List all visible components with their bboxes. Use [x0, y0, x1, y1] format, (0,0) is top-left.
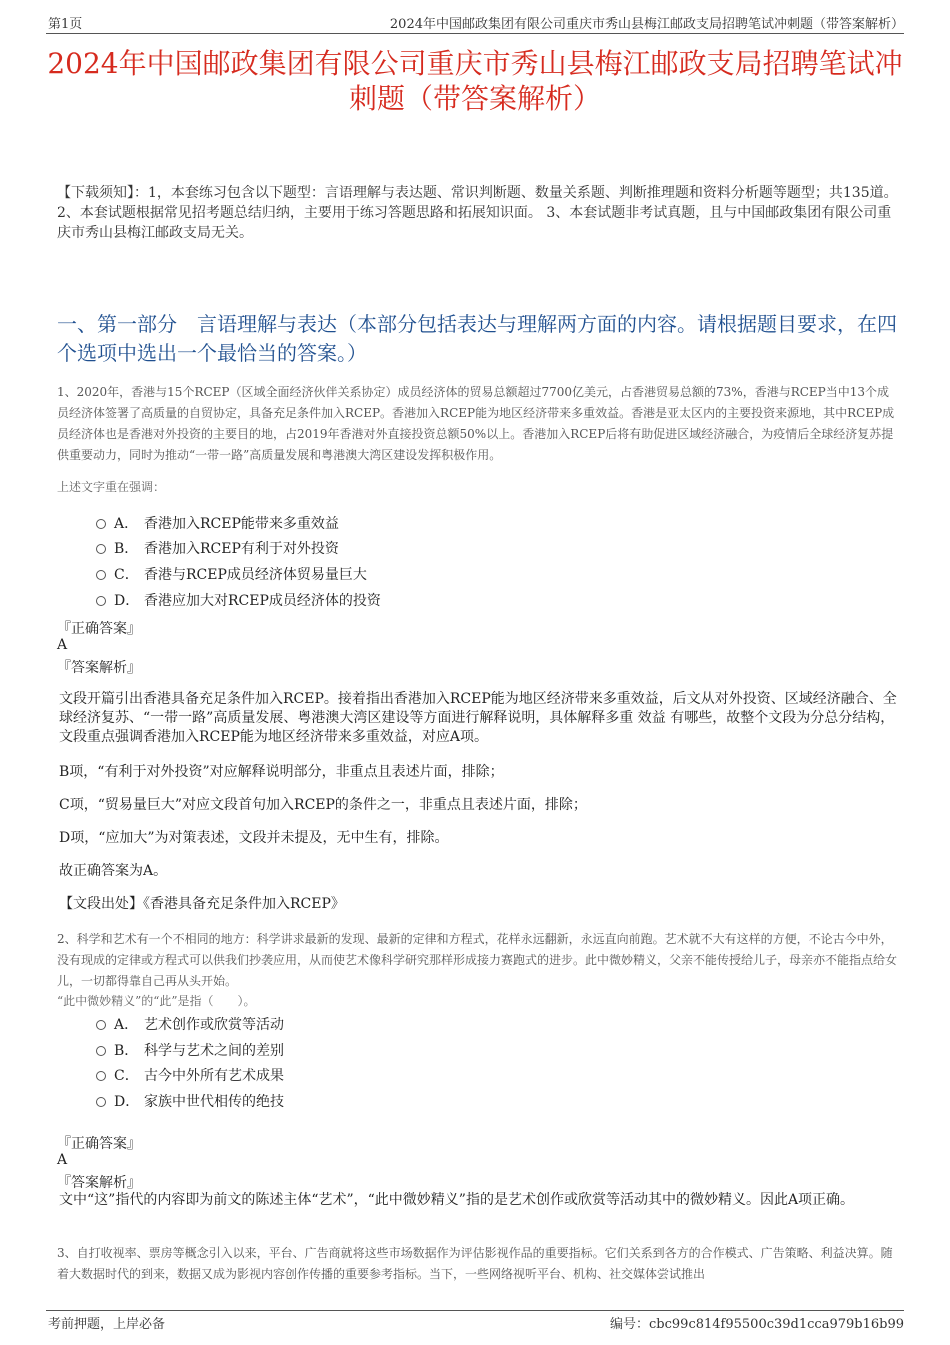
- q2-analysis-label: 『答案解析』: [57, 1175, 141, 1191]
- radio-icon[interactable]: [96, 1071, 106, 1081]
- q1-answer-label: 『正确答案』: [57, 621, 141, 637]
- question-2-text: 2、科学和艺术有一个不相同的地方：科学讲求最新的发现、最新的定律和方程式，花样永远翻新，永远直向前跑。艺术就不大有这样的方便，不论古今中外，没有现成的定律或方程式可以供我们抄袭应用，从而使艺术像科学研究那样形成接力赛跑式的进步。此中微妙精义，父亲不能传授给儿子，母亲亦不能指点给女儿，一切都得靠自己再从头开始。: [57, 932, 898, 988]
- question-2-prompt: “此中微妙精义”的“此”是指（ ）。: [57, 994, 256, 1008]
- q2-answer-label: 『正确答案』: [57, 1136, 141, 1152]
- q2-option-b[interactable]: B． 科学与艺术之间的差别: [96, 1040, 284, 1060]
- q1-option-a[interactable]: A． 香港加入RCEP能带来多重效益: [96, 513, 339, 533]
- q1-analysis-paragraph: 文段开篇引出香港具备充足条件加入RCEP。接着指出香港加入RCEP能为地区经济带来多重效益，后文从对外投资、区域经济融合、全球经济复苏、“一带一路”高质量发展、粤港澳大湾区建设等方面进行解释说明，具体解释多重 效益 有哪些，故整个文段为分总分结构，文段重点强调香港加入RCEP能为地区经济带来多重效益，对应A项。: [59, 691, 897, 745]
- header-divider: [46, 33, 904, 34]
- q2-option-d[interactable]: D． 家族中世代相传的绝技: [96, 1091, 284, 1111]
- question-1-text: 1、2020年，香港与15个RCEP（区域全面经济伙伴关系协定）成员经济体的贸易总额超过7700亿美元，占香港贸易总额的73%，香港与RCEP当中13个成员经济体签署了高质量的自贸协定，具备充足条件加入RCEP。香港加入RCEP能为地区经济带来多重效益。香港是亚太区内的主要投资来源地，其中RCEP成员经济体也是香港对外投资的主要目的地，占2019年香港对外直接投资总额50%以上。香港加入RCEP后将有助促进区域经济融合，为疫情后全球经济复苏提供重要动力，同时为推动“一带一路”高质量发展和粤港澳大湾区建设发挥积极作用。: [57, 385, 895, 462]
- q1-analysis-d: D项，“应加大”为对策表述，文段并未提及，无中生有，排除。: [59, 830, 449, 846]
- q1-answer: A: [57, 637, 68, 653]
- radio-icon[interactable]: [96, 596, 106, 606]
- q1-analysis-c: C项，“贸易量巨大”对应文段首句加入RCEP的条件之一，非重点且表述片面，排除；: [59, 797, 587, 813]
- q1-analysis-label: 『答案解析』: [57, 660, 141, 676]
- q2-option-a[interactable]: A． 艺术创作或欣赏等活动: [96, 1014, 284, 1034]
- q1-option-c[interactable]: C． 香港与RCEP成员经济体贸易量巨大: [96, 564, 367, 584]
- q1-analysis-b: B项，“有利于对外投资”对应解释说明部分，非重点且表述片面，排除；: [59, 764, 504, 780]
- question-1-prompt: 上述文字重在强调：: [57, 480, 166, 494]
- header-doc-title: 2024年中国邮政集团有限公司重庆市秀山县梅江邮政支局招聘笔试冲刺题（带答案解析）: [389, 17, 904, 32]
- footer-divider: [46, 1310, 904, 1311]
- section-heading: 一、第一部分 言语理解与表达（本部分包括表达与理解两方面的内容。请根据题目要求，在四个选项中选出一个最恰当的答案。）: [57, 312, 897, 365]
- q1-source: 【文段出处】《香港具备充足条件加入RCEP》: [59, 896, 345, 912]
- radio-icon[interactable]: [96, 1046, 106, 1056]
- radio-icon[interactable]: [96, 1097, 106, 1107]
- q2-option-c[interactable]: C． 古今中外所有艺术成果: [96, 1065, 284, 1085]
- page-title: 2024年中国邮政集团有限公司重庆市秀山县梅江邮政支局招聘笔试冲刺题（带答案解析）: [47, 47, 903, 115]
- radio-icon[interactable]: [96, 519, 106, 529]
- radio-icon[interactable]: [96, 570, 106, 580]
- download-notice: 【下载须知】：1，本套练习包含以下题型：言语理解与表达题、常识判断题、数量关系题、判断推理题和资料分析题等题型；共135道。 2、本套试题根据常见招考题总结归纳，主要用于练习答题思路和拓展知识面。 3、本套试题非考试真题，且与中国邮政集团有限公司重庆市秀山县梅江邮政支局无关。: [57, 185, 898, 241]
- radio-icon[interactable]: [96, 544, 106, 554]
- footer-doc-id: 编号：cbc99c814f95500c39d1cca979b16b99: [610, 1317, 904, 1332]
- radio-icon[interactable]: [96, 1020, 106, 1030]
- footer-slogan: 考前押题，上岸必备: [48, 1317, 166, 1332]
- header-page-number: 第1页: [48, 17, 83, 32]
- question-3-text: 3、自打收视率、票房等概念引入以来，平台、广告商就将这些市场数据作为评估影视作品的重要指标。它们关系到各方的合作模式、广告策略、利益决算。随着大数据时代的到来，数据又成为影视内容创作传播的重要参考指标。当下，一些网络视听平台、机构、社交媒体尝试推出: [57, 1246, 893, 1281]
- q2-answer: A: [57, 1152, 68, 1168]
- q1-option-d[interactable]: D． 香港应加大对RCEP成员经济体的投资: [96, 590, 381, 610]
- q2-analysis: 文中“这”指代的内容即为前文的陈述主体“艺术”，“此中微妙精义”指的是艺术创作或欣赏等活动其中的微妙精义。因此A项正确。: [59, 1192, 855, 1208]
- q1-option-b[interactable]: B． 香港加入RCEP有利于对外投资: [96, 538, 339, 558]
- q1-conclusion: 故正确答案为A。: [59, 863, 168, 879]
